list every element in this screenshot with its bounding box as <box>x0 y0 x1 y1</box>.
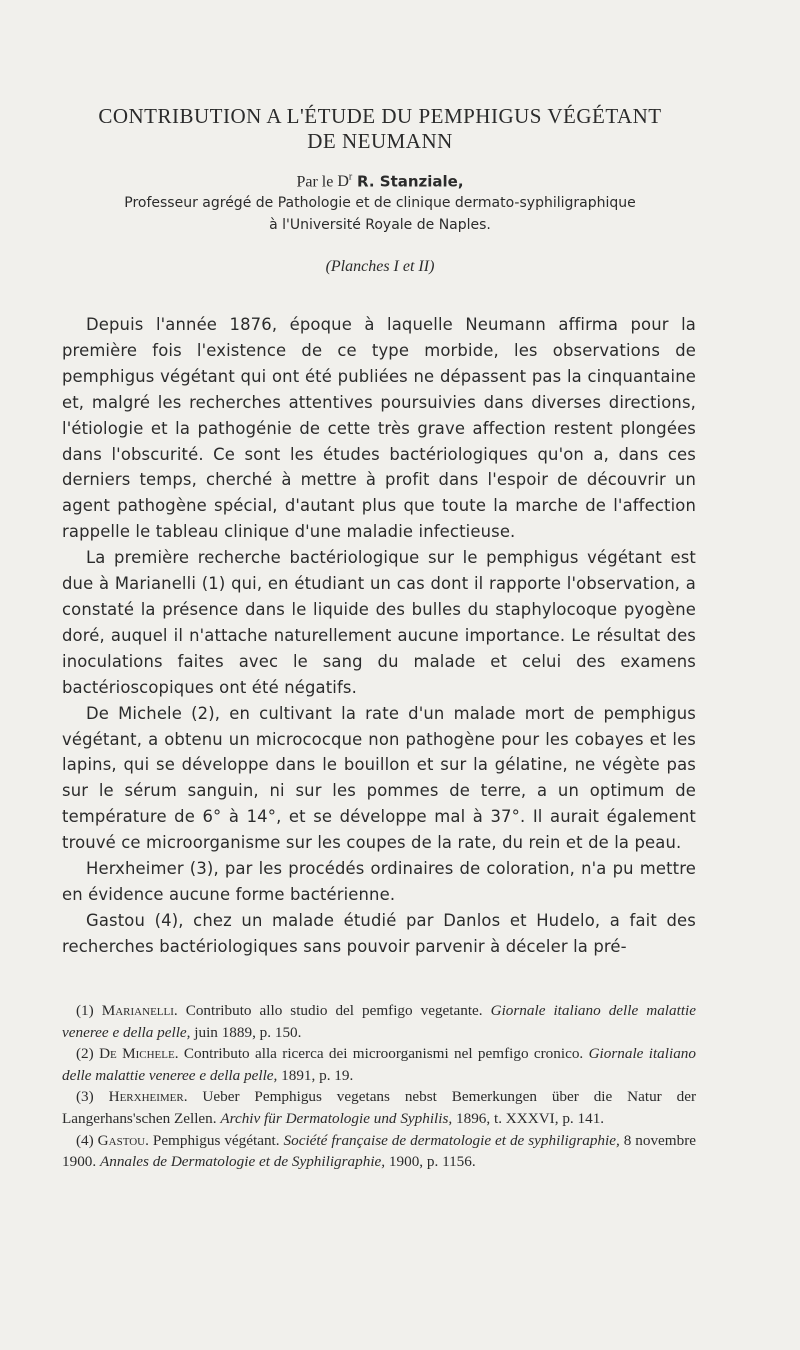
article-title-line-1: CONTRIBUTION A L'ÉTUDE DU PEMPHIGUS VÉGÉTANT <box>98 104 662 128</box>
paragraph-5: Gastou (4), chez un malade étudié par Danlos et Hudelo, a fait des recherches bactériologiques sans pouvoir parvenir à déceler la pré- <box>62 910 696 956</box>
author-line <box>60 172 700 191</box>
paragraph-1: Depuis l'année 1876, époque à laquelle Neumann affirma pour la première fois l'existence de ce type morbide, les observations de pemphigus végétant qui ont été publiées ne dépassent pas la cinquantaine et, malgré les recherches attentives poursuivies dans diverses directions, l'étiologie et la pathogénie de cette très grave affection restent plongées dans l'obscurité. Ce sont les études bactériologiques qu'on a, dans ces derniers temps, cherché à mettre à profit dans l'espoir de découvrir un agent pathogène spécial, d'autant plus que toute la marche de l'affection rappelle le tableau clinique d'une maladie infectieuse. <box>62 315 696 542</box>
article-body <box>62 312 696 960</box>
paragraph-2: La première recherche bactériologique sur le pemphigus végétant est due à Marianelli (1) qui, en étudiant un cas dont il rapporte l'observation, a constaté la présence dans le liquide des bulles du staphylocoque pyogène doré, auquel il n'attache naturellement aucune importance. Le résultat des inoculations faites avec le sang du malade et celui des examens bactérioscopiques ont été négatifs. <box>62 548 696 697</box>
footnote-3: (3) Herxheimer. Ueber Pemphigus vegetans nebst Bemerkungen über die Natur der Langerhans'schen Zellen. Archiv für Dermatologie und Syphilis, 1896, t. XXXVI, p. 141. <box>62 1088 696 1127</box>
doctor-abbrev: $D^r$ <box>337 172 353 191</box>
article-title-line-2: DE NEUMANN <box>307 129 453 153</box>
author-affiliation-2: à l'Université Royale de Naples. <box>269 217 491 233</box>
paragraph-4: Herxheimer (3), par les procédés ordinaires de coloration, n'a pu mettre en évidence aucune forme bactérienne. <box>62 859 696 904</box>
footnote-1: (1) Marianelli. Contributo allo studio del pemfigo vegetante. Giornale italiano delle malattie veneree e della pelle, juin 1889, p. 150. <box>62 1002 697 1041</box>
plates-reference: (Planches I et II) <box>325 258 435 275</box>
footnote-2: (2) De Michele. Contributo alla ricerca dei microorganismi nel pemfigo cronico. Giornale italiano delle malattie veneree e della pelle, 1891, p. 19. <box>62 1045 696 1084</box>
byline-prefix: Par le <box>296 173 338 191</box>
footnotes <box>62 1000 696 1173</box>
author-affiliation-1: Professeur agrégé de Pathologie et de clinique dermato-syphiligraphique <box>124 195 636 211</box>
paragraph-3: De Michele (2), en cultivant la rate d'un malade mort de pemphigus végétant, a obtenu un micrococque non pathogène pour les cobayes et les lapins, qui se développe dans le bouillon et sur la gélatine, ne végète pas sur le sérum sanguin, ni sur les pommes de terre, a un optimum de température de 6° à 14°, et se développe mal à 37°. Il aurait également trouvé ce microorganisme sur les coupes de la rate, du rein et de la peau. <box>62 703 696 853</box>
author-name: R. Stanziale, <box>357 172 464 191</box>
footnote-4: (4) Gastou. Pemphigus végétant. Société française de dermatologie et de syphiligraphie, 8 novembre 1900. Annales de Dermatologie et de Syphiligraphie, 1900, p. 1156. <box>62 1131 697 1171</box>
